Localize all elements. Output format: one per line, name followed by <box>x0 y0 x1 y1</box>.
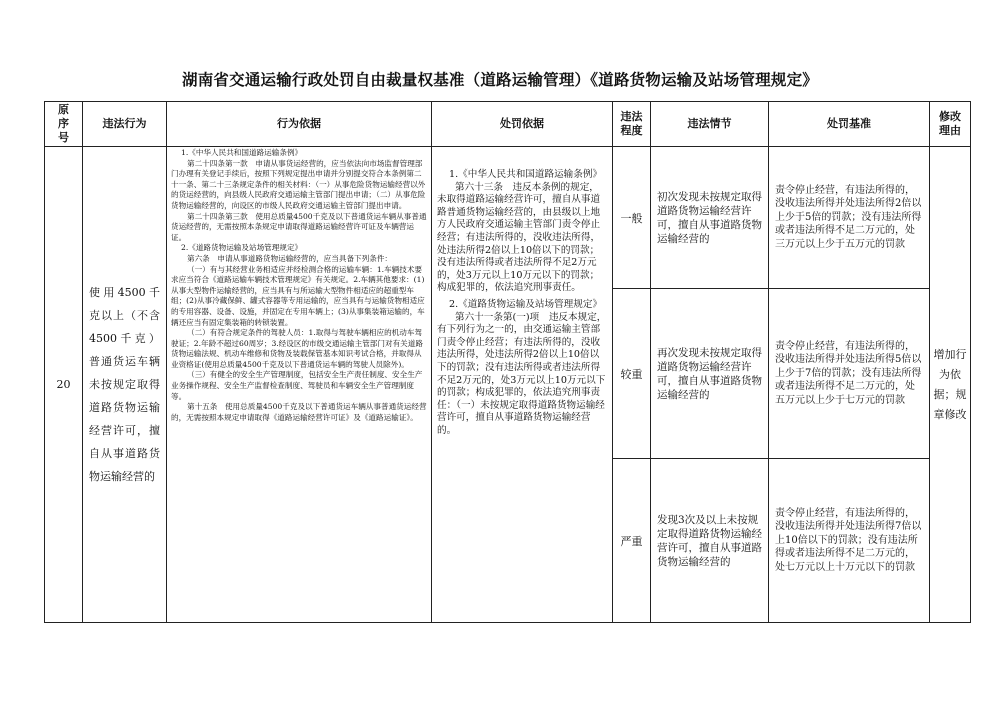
seq-number: 20 <box>45 147 83 623</box>
document-title: 湖南省交通运输行政处罚自由裁量权基准（道路运输管理）《道路货物运输及站场管理规定》 <box>182 71 818 89</box>
behavior-basis <box>167 147 432 623</box>
standard-general: 责令停止经营，有违法所得的，没收违法所得并处违法所得2倍以上少于5倍的罚款；没有违法所得或者违法所得不足二万元的，处三万元以上少于五万元的罚款 <box>769 147 930 289</box>
penalty-basis <box>432 147 613 623</box>
header-seq: 原序号 <box>45 102 83 147</box>
standard-severe: 责令停止经营，有违法所得的，没收违法所得并处违法所得7倍以上10倍以下的罚款；没有违法所得或者违法所得不足二万元的，处七万元以上十万元以下的罚款 <box>769 459 930 623</box>
circumstance-serious: 再次发现未按规定取得道路货物运输经营许可，擅自从事道路货物运输经营的 <box>651 289 769 459</box>
modification-reason: 增加行为依据；规章修改 <box>930 147 971 623</box>
basis-line: 第六条 申请从事道路货物运输经营的，应当具备下列条件： <box>187 253 393 263</box>
penalty-basis-line: 第六十一条第(一)项 违反本规定，有下列行为之一的，由交通运输主管部门责令停止经营；有违法所得的，没收违法所得，处违法所得2倍以上10倍以下的罚款；没有违法所得或者违法所得不足2万元的，处3万元以上10万元以下的罚款；构成犯罪的，依法追究刑事责任：（一）未按规定取得道路货物运输经营许可，擅自从事道路货物运输经营的。 <box>437 311 607 436</box>
basis-line: 2.《道路货物运输及站场管理规定》 <box>181 243 303 253</box>
circumstance-severe: 发现3次及以上未按规定取得道路货物运输经营许可，擅自从事道路货物运输经营的 <box>651 459 769 623</box>
circumstance-general: 初次发现未按规定取得道路货物运输经营许可，擅自从事道路货物运输经营的 <box>651 147 769 289</box>
header-basis: 行为依据 <box>167 102 432 147</box>
basis-line: （二）有符合规定条件的驾驶人员：1.取得与驾驶车辆相应的机动车驾驶证；2.年龄不超过60周岁；3.经设区的市级交通运输主管部门对有关道路货物运输法规、机动车维修和货物及装载保管基本知识考试合格，并取得从业资格证(使用总质量4500千克及以下普通货运车辆的驾驶人员除外)。 <box>171 328 423 369</box>
degree-general: 一般 <box>613 147 651 289</box>
degree-serious: 较重 <box>613 289 651 459</box>
violation-act: 使用4500千克以上（不含4500千克）普通货运车辆未按规定取得道路货物运输经营许可，擅自从事道路货物运输经营的 <box>83 147 167 623</box>
header-standard: 处罚基准 <box>769 102 930 147</box>
basis-line: （一）有与其经营业务相适应并经检测合格的运输车辆：1.车辆技术要求应当符合《道路运输车辆技术管理规定》有关规定。2.车辆其他要求：(1)从事大型物件运输经营的，应当具有与所运输大型物件相适应的超重型车组；(2)从事冷藏保鲜、罐式容器等专用运输的，应当具有与运输货物相适应的专用容器、设备、设施，并固定在专用车辆上；(3)从事集装箱运输的，车辆还应当有固定集装箱的转锁装置。 <box>171 264 425 327</box>
basis-line: （三）有健全的安全生产管理制度，包括安全生产责任制度、安全生产业务操作规程、安全生产监督检查制度、驾驶员和车辆安全生产管理制度等。 <box>171 370 423 401</box>
penalty-basis-line: 2.《道路货物运输及站场管理规定》 <box>449 298 603 310</box>
standard-serious: 责令停止经营，有违法所得的，没收违法所得并处违法所得5倍以上少于7倍的罚款；没有违法所得或者违法所得不足二万元的，处五万元以上少于七万元的罚款 <box>769 289 930 459</box>
penalty-standard-table <box>44 101 971 623</box>
header-reason: 修改理由 <box>930 102 971 147</box>
header-act: 违法行为 <box>83 102 167 147</box>
basis-line: 第十五条 使用总质量4500千克及以下普通货运车辆从事普通货运经营的，无需按照本规定申请取得《道路运输经营许可证》及《道路运输证》。 <box>171 402 427 422</box>
penalty-basis-line: 1.《中华人民共和国道路运输条例》 <box>449 169 603 180</box>
degree-severe: 严重 <box>613 459 651 623</box>
header-row <box>45 102 971 147</box>
penalty-basis-line: 第六十三条 违反本条例的规定，未取得道路运输经营许可，擅自从事道路普通货物运输经营的，由县级以上地方人民政府交通运输主管部门责令停止经营；有违法所得的，没收违法所得，处违法所得2倍以上10倍以下的罚款；没有违法所得或者违法所得不足2万元的，处3万元以上10万元以下的罚款；构成犯罪的，依法追究刑事责任。 <box>437 181 601 294</box>
basis-line: 1.《中华人民共和国道路运输条例》 <box>181 148 303 157</box>
header-degree: 违法程度 <box>613 102 651 147</box>
header-circumstance: 违法情节 <box>651 102 769 147</box>
header-penalty-basis: 处罚依据 <box>432 102 613 147</box>
table-row <box>45 147 971 289</box>
basis-line: 第二十四条第一款 申请从事货运经营的，应当依法向市场监督管理部门办理有关登记手续后，按照下列规定提出申请并分别提交符合本条例第二十一条、第二十三条规定条件的相关材料：（一）从事危险货物运输经营以外的货运经营的，向县级人民政府交通运输主管部门提出申请；（二）从事危险货物运输经营的，向设区的市级人民政府交通运输主管部门提出申请。 <box>171 158 426 210</box>
basis-line: 第二十四条第三款 使用总质量4500千克及以下普通货运车辆从事普通货运经营的，无需按照本条规定申请取得道路运输经营许可证及车辆营运证。 <box>171 211 427 242</box>
